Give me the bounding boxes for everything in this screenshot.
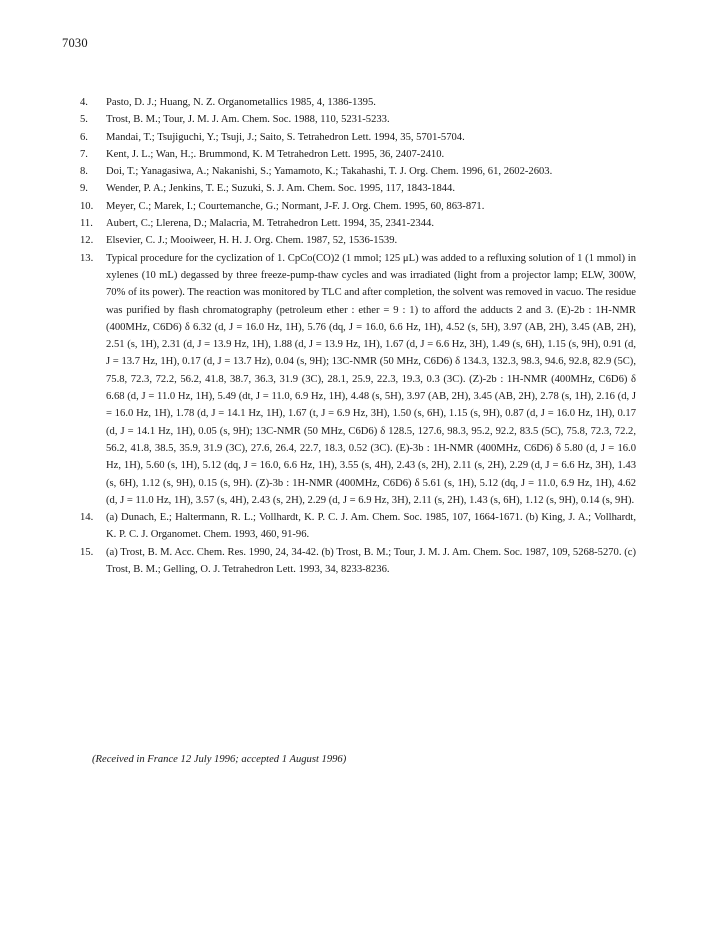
reference-text: Doi, T.; Yanagasiwa, A.; Nakanishi, S.; Yamamoto, K.; Takahashi, T. J. Org. Chem. 1996, 61, 2602-2603. [106, 166, 553, 178]
reference-text: (a) Dunach, E.; Haltermann, R. L.; Vollhardt, K. P. C. J. Am. Chem. Soc. 1985, 107, 1664-1671. (b) King, J. A.; Vollhardt, K. P. C. J. Organomet. Chem. 1993, 460, 91-96. [106, 512, 636, 541]
reference-text: Meyer, C.; Marek, I.; Courtemanche, G.; Normant, J-F. J. Org. Chem. 1995, 60, 863-871. [106, 200, 485, 212]
reference-number: 15. [80, 546, 94, 558]
reference-text: Wender, P. A.; Jenkins, T. E.; Suzuki, S. J. Am. Chem. Soc. 1995, 117, 1843-1844. [106, 183, 456, 195]
reference-item [80, 198, 636, 215]
reference-text: Kent, J. L.; Wan, H.;. Brummond, K. M Tetrahedron Lett. 1995, 36, 2407-2410. [106, 148, 445, 160]
reference-text: Aubert, C.; Llerena, D.; Malacria, M. Tetrahedron Lett. 1994, 35, 2341-2344. [106, 218, 434, 230]
reference-number: 9. [80, 183, 88, 195]
reference-number: 11. [80, 218, 93, 230]
reference-item [80, 146, 636, 163]
reference-number: 13. [80, 252, 94, 264]
reference-number: 10. [80, 200, 94, 212]
reference-text: Pasto, D. J.; Huang, N. Z. Organometallics 1985, 4, 1386-1395. [106, 97, 376, 108]
reference-number: 5. [80, 114, 88, 126]
reference-item [80, 232, 636, 249]
reference-number: 6. [80, 131, 88, 143]
reference-item [80, 509, 636, 544]
reference-item [80, 544, 636, 579]
reference-list [80, 94, 636, 578]
reference-number: 4. [80, 97, 88, 108]
reference-number: 8. [80, 166, 88, 178]
reference-number: 12. [80, 235, 94, 247]
reference-number: 7. [80, 148, 88, 160]
reference-item [80, 180, 636, 197]
reference-text: Typical procedure for the cyclization of 1. CpCo(CO)2 (1 mmol; 125 μL) was added to a refluxing solution of 1 (1 mmol) in xylenes (10 mL) degassed by three freeze-pump-thaw cycles and was irradiated (light from a projector lamp; ELW, 300W, 70% of its power). The reaction was monitored by TLC and after completion, the solvent was removed in vacuo. The residue was purified by flash chromatography (petroleum ether : ether = 9 : 1) to afford the adducts 2 and 3. (E)-2b : 1H-NMR (400MHz, C6D6) δ 6.32 (d, J = 16.0 Hz, 1H), 5.76 (dq, J = 16.0, 6.6 Hz, 1H), 4.52 (s, 5H), 3.97 (AB, 2H), 3.45 (AB, 2H), 2.51 (s, 1H), 2.31 (d, J = 13.9 Hz, 1H), 1.88 (d, J = 13.9 Hz, 1H), 1.67 (d, J = 6.6 Hz, 3H), 1.49 (s, 6H), 1.15 (s, 9H), 0.91 (d, J = 13.7 Hz, 1H), 0.17 (d, J = 13.7 Hz), 0.04 (s, 9H); 13C-NMR (50 MHz, C6D6) δ 134.3, 132.3, 98.3, 94.6, 92.8, 82.9 (5C), 75.8, 72.3, 72.2, 56.2, 41.8, 38.7, 36.3, 31.9 (3C), 28.1, 25.9, 22.3, 19.3, 0.3 (3C). (Z)-2b : 1H-NMR (400MHz, C6D6) δ 6.68 (d, J = 11.0 Hz, 1H), 5.49 (dt, J = 11.0, 6.9 Hz, 1H), 4.48 (s, 5H), 3.97 (AB, 2H), 3.45 (AB, 2H), 2.78 (s, 1H), 2.16 (d, J = 16.0 Hz, 1H), 1.78 (d, J = 14.1 Hz, 1H), 1.67 (t, J = 6.9 Hz, 3H), 1.50 (s, 6H), 1.15 (s, 9H), 0.87 (d, J = 16.0 Hz, 1H), 0.17 (d, J = 14.1 Hz, 1H), 0.05 (s, 9H); 13C-NMR (50 MHz, C6D6) δ 128.5, 127.6, 98.3, 95.2, 92.2, 83.5 (5C), 75.8, 72.3, 72.2, 56.2, 41.8, 38.5, 35.9, 31.9 (3C), 27.6, 26.4, 22.7, 18.3, 0.52 (3C). (E)-3b : 1H-NMR (400MHz, C6D6) δ 5.80 (d, J = 16.0 Hz, 1H), 5.60 (s, 1H), 5.12 (dq, J = 16.0, 6.6 Hz, 1H), 3.55 (s, 4H), 2.43 (s, 2H), 2.11 (s, 2H), 2.29 (d, J = 6.6 Hz, 3H), 1.43 (s, 6H), 1.12 (s, 9H), 0.15 (s, 9H). (Z)-3b : 1H-NMR (400MHz, C6D6) δ 5.61 (s, 1H), 5.12 (dq, J = 11.0, 6.9 Hz, 1H), 4.62 (d, J = 11.0 Hz, 1H), 3.57 (s, 4H), 2.43 (s, 2H), 2.29 (d, J = 6.9 Hz, 3H), 2.11 (s, 2H), 1.43 (s, 6H), 1.12 (s, 9H), 0.14 (s, 9H). [106, 252, 636, 506]
reference-text: Trost, B. M.; Tour, J. M. J. Am. Chem. Soc. 1988, 110, 5231-5233. [106, 114, 390, 126]
reference-number: 14. [80, 512, 94, 524]
reference-item [80, 215, 636, 232]
reference-item [80, 129, 636, 146]
reference-item [80, 94, 636, 111]
reference-item [80, 250, 636, 509]
reference-item [80, 111, 636, 128]
page-number: 7030 [62, 36, 88, 50]
reference-text: (a) Trost, B. M. Acc. Chem. Res. 1990, 24, 34-42. (b) Trost, B. M.; Tour, J. M. J. Am. Chem. Soc. 1987, 109, 5268-5270. (c) Trost, B. M.; Gelling, O. J. Tetrahedron Lett. 1993, 34, 8233-8236. [106, 546, 636, 576]
reference-text: Elsevier, C. J.; Mooiweer, H. H. J. Org. Chem. 1987, 52, 1536-1539. [106, 235, 398, 247]
reference-item [80, 163, 636, 180]
received-note: (Received in France 12 July 1996; accepted 1 August 1996) [92, 754, 347, 765]
reference-text: Mandai, T.; Tsujiguchi, Y.; Tsuji, J.; Saito, S. Tetrahedron Lett. 1994, 35, 5701-5704. [106, 131, 465, 143]
